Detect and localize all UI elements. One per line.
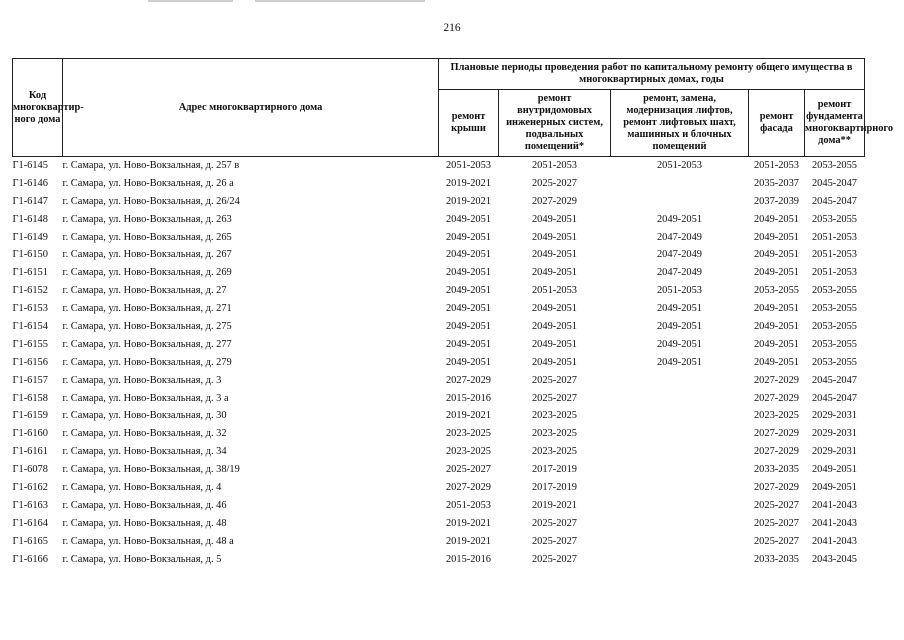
cell-systems: 2025-2027 (531, 177, 578, 189)
cell-systems: 2049-2051 (531, 320, 578, 332)
cell-foundation: 2045-2047 (811, 195, 858, 207)
cell-facade: 2027-2029 (753, 392, 800, 404)
cell-code: Г1-6166 (12, 553, 48, 565)
cell-systems: 2051-2053 (531, 159, 578, 171)
cell-systems: 2025-2027 (531, 374, 578, 386)
cell-code: Г1-6146 (12, 177, 48, 189)
cell-foundation: 2049-2051 (811, 481, 858, 493)
cell-systems: 2023-2025 (531, 410, 578, 422)
cell-systems: 2025-2027 (531, 553, 578, 565)
cell-roof: 2049-2051 (445, 213, 492, 225)
cell-facade: 2053-2055 (753, 285, 800, 297)
cell-systems: 2023-2025 (531, 428, 578, 440)
cell-facade: 2035-2037 (753, 177, 800, 189)
cell-foundation: 2029-2031 (811, 446, 858, 458)
cell-lifts (611, 425, 749, 443)
cell-lifts (611, 533, 749, 551)
cell-lifts (611, 551, 749, 569)
cell-address: г. Самара, ул. Ново-Вокзальная, д. 267 (62, 249, 232, 261)
cell-foundation: 2053-2055 (811, 320, 858, 332)
cell-lifts: 2047-2049 (656, 231, 703, 243)
cell-systems: 2025-2027 (531, 517, 578, 529)
cell-facade: 2037-2039 (753, 195, 800, 207)
table-row (13, 515, 865, 533)
cell-facade: 2033-2035 (753, 464, 800, 476)
cell-lifts (611, 479, 749, 497)
cell-facade: 2025-2027 (753, 517, 800, 529)
cell-code: Г1-6149 (12, 231, 48, 243)
table-row (13, 211, 865, 229)
cell-systems: 2049-2051 (531, 303, 578, 315)
cell-foundation: 2053-2055 (811, 159, 858, 171)
cell-code: Г1-6160 (12, 428, 48, 440)
cell-address: г. Самара, ул. Ново-Вокзальная, д. 271 (62, 303, 232, 315)
cell-address: г. Самара, ул. Ново-Вокзальная, д. 26/24 (62, 195, 240, 207)
cell-roof: 2049-2051 (445, 356, 492, 368)
cell-systems: 2025-2027 (531, 535, 578, 547)
cell-lifts: 2049-2051 (656, 303, 703, 315)
cell-roof: 2027-2029 (445, 481, 492, 493)
cell-facade: 2033-2035 (753, 553, 800, 565)
cell-foundation: 2041-2043 (811, 535, 858, 547)
cell-facade: 2049-2051 (753, 356, 800, 368)
cell-address: г. Самара, ул. Ново-Вокзальная, д. 263 (62, 213, 232, 225)
cell-address: г. Самара, ул. Ново-Вокзальная, д. 38/19 (62, 464, 240, 476)
cell-lifts (611, 175, 749, 193)
repair-schedule-table (12, 58, 894, 568)
cell-lifts: 2049-2051 (656, 338, 703, 350)
header-periods-group: Плановые периоды проведения работ по капитальному ремонту общего имущества в многоквартирных домах, годы (439, 59, 865, 90)
cell-code: Г1-6164 (12, 517, 48, 529)
cell-foundation: 2053-2055 (811, 356, 858, 368)
cell-roof: 2015-2016 (445, 392, 492, 404)
cell-address: г. Самара, ул. Ново-Вокзальная, д. 30 (62, 410, 227, 422)
cell-address: г. Самара, ул. Ново-Вокзальная, д. 277 (62, 338, 232, 350)
cell-systems: 2017-2019 (531, 481, 578, 493)
cell-lifts (611, 515, 749, 533)
cell-code: Г1-6158 (12, 392, 48, 404)
cell-roof: 2049-2051 (445, 338, 492, 350)
table-row (13, 246, 865, 264)
header-address: Адрес многоквартирного дома (63, 59, 439, 157)
cell-code: Г1-6148 (12, 213, 48, 225)
cell-address: г. Самара, ул. Ново-Вокзальная, д. 3 а (62, 392, 229, 404)
cell-roof: 2049-2051 (445, 267, 492, 279)
cell-facade: 2025-2027 (753, 535, 800, 547)
cell-facade: 2049-2051 (753, 267, 800, 279)
cell-code: Г1-6162 (12, 481, 48, 493)
cell-systems: 2049-2051 (531, 213, 578, 225)
cell-code: Г1-6155 (12, 338, 48, 350)
cell-roof: 2019-2021 (445, 535, 492, 547)
cell-address: г. Самара, ул. Ново-Вокзальная, д. 257 в (62, 159, 240, 171)
cell-facade: 2051-2053 (753, 159, 800, 171)
cell-code: Г1-6154 (12, 320, 48, 332)
table-row (13, 533, 865, 551)
cell-lifts (611, 497, 749, 515)
cell-code: Г1-6153 (12, 303, 48, 315)
cell-code: Г1-6078 (12, 464, 48, 476)
cell-foundation: 2053-2055 (811, 213, 858, 225)
cell-foundation: 2041-2043 (811, 517, 858, 529)
cell-facade: 2027-2029 (753, 481, 800, 493)
header-roof: ремонт крыши (439, 90, 499, 157)
cell-code: Г1-6151 (12, 267, 48, 279)
table-row (13, 193, 865, 211)
cell-foundation: 2029-2031 (811, 410, 858, 422)
cell-address: г. Самара, ул. Ново-Вокзальная, д. 32 (62, 428, 227, 440)
cell-foundation: 2043-2045 (811, 553, 858, 565)
cell-foundation: 2053-2055 (811, 303, 858, 315)
cell-lifts: 2047-2049 (656, 267, 703, 279)
cell-roof: 2049-2051 (445, 303, 492, 315)
cell-facade: 2025-2027 (753, 499, 800, 511)
table-row (13, 425, 865, 443)
cell-facade: 2027-2029 (753, 374, 800, 386)
cell-roof: 2023-2025 (445, 428, 492, 440)
table-row (13, 372, 865, 390)
cell-roof: 2049-2051 (445, 285, 492, 297)
cell-systems: 2049-2051 (531, 356, 578, 368)
cell-address: г. Самара, ул. Ново-Вокзальная, д. 4 (62, 481, 222, 493)
cell-foundation: 2051-2053 (811, 231, 858, 243)
cell-code: Г1-6157 (12, 374, 48, 386)
cell-roof: 2049-2051 (445, 249, 492, 261)
table-row (13, 157, 865, 175)
cell-roof: 2051-2053 (445, 159, 492, 171)
cell-roof: 2027-2029 (445, 374, 492, 386)
cell-facade: 2049-2051 (753, 249, 800, 261)
cell-facade: 2049-2051 (753, 338, 800, 350)
cell-lifts: 2051-2053 (656, 159, 703, 171)
cell-systems: 2017-2019 (531, 464, 578, 476)
cell-systems: 2049-2051 (531, 338, 578, 350)
cell-facade: 2023-2025 (753, 410, 800, 422)
cell-lifts (611, 390, 749, 408)
cell-foundation: 2049-2051 (811, 464, 858, 476)
cell-systems: 2049-2051 (531, 267, 578, 279)
cell-address: г. Самара, ул. Ново-Вокзальная, д. 265 (62, 231, 232, 243)
cell-facade: 2049-2051 (753, 320, 800, 332)
table-row (13, 390, 865, 408)
cell-systems: 2027-2029 (531, 195, 578, 207)
header-code: Код многоквартир-ного дома (13, 59, 63, 157)
header-facade: ремонт фасада (749, 90, 805, 157)
scan-edge-mark (255, 0, 425, 2)
table-header (13, 59, 894, 157)
table-row (13, 229, 865, 247)
table-row (13, 443, 865, 461)
cell-roof: 2025-2027 (445, 464, 492, 476)
cell-roof: 2015-2016 (445, 553, 492, 565)
cell-systems: 2049-2051 (531, 249, 578, 261)
cell-foundation: 2053-2055 (811, 338, 858, 350)
cell-roof: 2023-2025 (445, 446, 492, 458)
cell-lifts: 2049-2051 (656, 320, 703, 332)
cell-address: г. Самара, ул. Ново-Вокзальная, д. 26 а (62, 177, 234, 189)
cell-code: Г1-6161 (12, 446, 48, 458)
table-row (13, 497, 865, 515)
header-lifts: ремонт, замена, модернизация лифтов, ремонт лифтовых шахт, машинных и блочных помещений (611, 90, 749, 157)
cell-address: г. Самара, ул. Ново-Вокзальная, д. 3 (62, 374, 222, 386)
cell-roof: 2049-2051 (445, 231, 492, 243)
cell-address: г. Самара, ул. Ново-Вокзальная, д. 269 (62, 267, 232, 279)
table-body (13, 157, 865, 569)
cell-foundation: 2045-2047 (811, 392, 858, 404)
cell-roof: 2019-2021 (445, 517, 492, 529)
cell-address: г. Самара, ул. Ново-Вокзальная, д. 46 (62, 499, 227, 511)
cell-address: г. Самара, ул. Ново-Вокзальная, д. 34 (62, 446, 227, 458)
cell-roof: 2019-2021 (445, 410, 492, 422)
cell-roof: 2019-2021 (445, 177, 492, 189)
cell-code: Г1-6150 (12, 249, 48, 261)
cell-lifts: 2047-2049 (656, 249, 703, 261)
table-row (13, 300, 865, 318)
cell-lifts (611, 372, 749, 390)
cell-roof: 2019-2021 (445, 195, 492, 207)
cell-lifts (611, 193, 749, 211)
table-row (13, 354, 865, 372)
header-foundation: ремонт фундамента многоквартирного дома** (805, 90, 865, 157)
table-row (13, 282, 865, 300)
cell-code: Г1-6165 (12, 535, 48, 547)
page-number: 216 (443, 22, 461, 34)
cell-address: г. Самара, ул. Ново-Вокзальная, д. 5 (62, 553, 222, 565)
scan-edge-mark (148, 0, 233, 2)
cell-lifts (611, 407, 749, 425)
cell-systems: 2025-2027 (531, 392, 578, 404)
table-row (13, 461, 865, 479)
cell-foundation: 2051-2053 (811, 249, 858, 261)
cell-systems: 2051-2053 (531, 285, 578, 297)
cell-address: г. Самара, ул. Ново-Вокзальная, д. 48 (62, 517, 227, 529)
table-row (13, 407, 865, 425)
cell-facade: 2049-2051 (753, 231, 800, 243)
cell-roof: 2049-2051 (445, 320, 492, 332)
cell-lifts (611, 443, 749, 461)
cell-code: Г1-6163 (12, 499, 48, 511)
header-systems: ремонт внутридомовых инженерных систем, подвальных помещений* (499, 90, 611, 157)
cell-facade: 2049-2051 (753, 213, 800, 225)
cell-address: г. Самара, ул. Ново-Вокзальная, д. 275 (62, 320, 232, 332)
cell-address: г. Самара, ул. Ново-Вокзальная, д. 48 а (62, 535, 234, 547)
cell-code: Г1-6156 (12, 356, 48, 368)
cell-code: Г1-6152 (12, 285, 48, 297)
cell-address: г. Самара, ул. Ново-Вокзальная, д. 27 (62, 285, 227, 297)
cell-code: Г1-6145 (12, 159, 48, 171)
cell-code: Г1-6159 (12, 410, 48, 422)
cell-facade: 2049-2051 (753, 303, 800, 315)
cell-roof: 2051-2053 (445, 499, 492, 511)
cell-foundation: 2051-2053 (811, 267, 858, 279)
table-row (13, 479, 865, 497)
cell-foundation: 2029-2031 (811, 428, 858, 440)
table-row (13, 175, 865, 193)
cell-lifts: 2049-2051 (656, 356, 703, 368)
cell-lifts: 2051-2053 (656, 285, 703, 297)
cell-address: г. Самара, ул. Ново-Вокзальная, д. 279 (62, 356, 232, 368)
cell-systems: 2023-2025 (531, 446, 578, 458)
cell-lifts (611, 461, 749, 479)
table-row (13, 264, 865, 282)
cell-foundation: 2045-2047 (811, 374, 858, 386)
cell-foundation: 2041-2043 (811, 499, 858, 511)
cell-code: Г1-6147 (12, 195, 48, 207)
cell-systems: 2049-2051 (531, 231, 578, 243)
table-row (13, 318, 865, 336)
cell-foundation: 2045-2047 (811, 177, 858, 189)
cell-facade: 2027-2029 (753, 446, 800, 458)
cell-facade: 2027-2029 (753, 428, 800, 440)
cell-systems: 2019-2021 (531, 499, 578, 511)
table-row (13, 551, 865, 569)
cell-lifts: 2049-2051 (656, 213, 703, 225)
cell-foundation: 2053-2055 (811, 285, 858, 297)
table-row (13, 336, 865, 354)
